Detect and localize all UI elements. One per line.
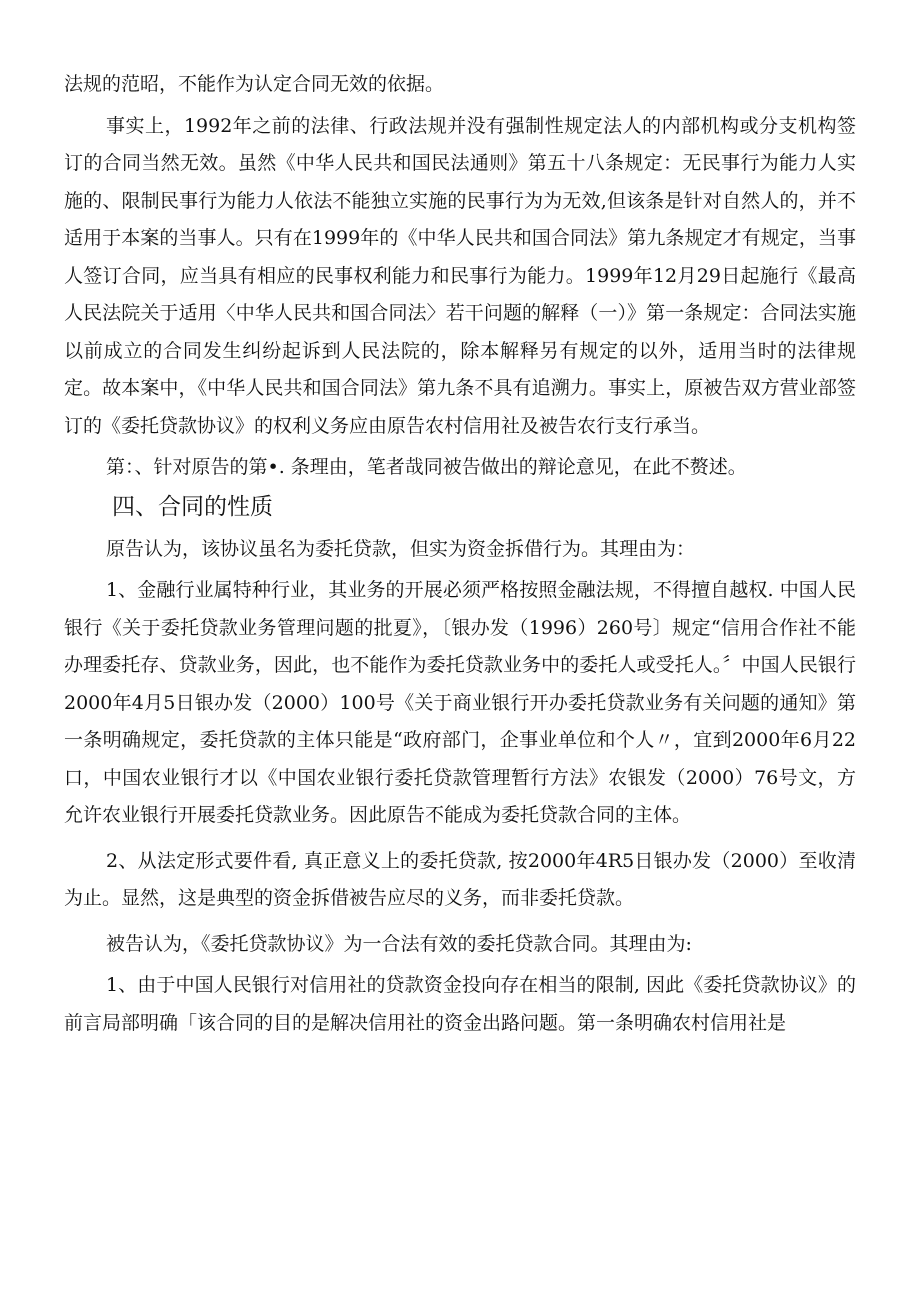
paragraph-facts: 事实上，1992年之前的法律、行政法规并没有强制性规定法人的内部机构或分支机构签订的合同当然无效。虽然《中华人民共和国民法通则》第五十八条规定：无民事行为能力人实施的、限制民事行为能力人依法不能独立实施的民事行为为无效,但该条是针对自然人的，并不适用于本案的当事人。只有在1999年的《中华人民共和国合同法》第九条规定才有规定，当事人签订合同，应当具有相应的民事权利能力和民事行为能力。1999年12月29日起施行《最高人民法院关于适用〈中华人民共和国合同法〉若干问题的解释（一）》第一条规定：合同法实施以前成立的合同发生纠纷起诉到人民法院的，除本解释另有规定的以外，适用当时的法律规定。故本案中，《中华人民共和国合同法》第九条不具有追溯力。事实上，原被告双方营业部签订的《委托贷款协议》的权利义务应由原告农村信用社及被告农行支行承当。 xyxy=(64,114,856,437)
paragraph-continuation: 法规的范昭，不能作为认定合同无效的依据。 xyxy=(64,73,445,95)
section-heading-contract-nature: 四、合同的性质 xyxy=(112,493,273,520)
document-page xyxy=(64,66,856,1042)
paragraph-defendant-reason-1: 1、由于中国人民银行对信用社的贷款资金投向存在相当的限制, 因此《委托贷款协议》的前言局部明确「该合同的目的是解决信用社的资金出路问题。第一条明确农村信用社是 xyxy=(64,974,856,1034)
paragraph-third-reason: 第：、针对原告的第•. 条理由，笔者哉同被告做出的辩论意见，在此不赘述。 xyxy=(106,456,747,478)
paragraph-reason-2: 2、从法定形式要件看, 真正意义上的委托贷款, 按2000年4R5日银办发（2000）至收清为止。显然，这是典型的资金拆借被告应尽的义务，而非委托贷款。 xyxy=(64,849,856,909)
paragraph-plaintiff-view: 原告认为，该协议虽名为委托贷款，但实为资金拆借行为。其理由为： xyxy=(106,537,696,560)
paragraph-defendant-view: 被告认为，《委托贷款协议》为一合法有效的委托贷款合同。其理由为: xyxy=(106,932,692,955)
paragraph-reason-1: 1、金融行业属特种行业，其业务的开展必须严格按照金融法规，不得擅自越权. 中国人民银行《关于委托贷款业务管理问题的批夏》，〔银办发（1996）260号〕规定“信用合作社不能办理委托存、贷款业务，因此，也不能作为委托贷款业务中的委托人或受托人。〞中国人民银行2000年4月5日银办发（2000）100号《关于商业银行开办委托贷款业务有关问题的通知》第一条明确规定，委托贷款的主体只能是“政府部门，企事业单位和个人〃，宜到2000年6月22口，中国农业银行才以《中国农业银行委托贷款管理暂行方法》农银发（2000）76号文，方允许农业银行开展委托贷款业务。因此原告不能成为委托贷款合同的主体。 xyxy=(64,579,856,826)
